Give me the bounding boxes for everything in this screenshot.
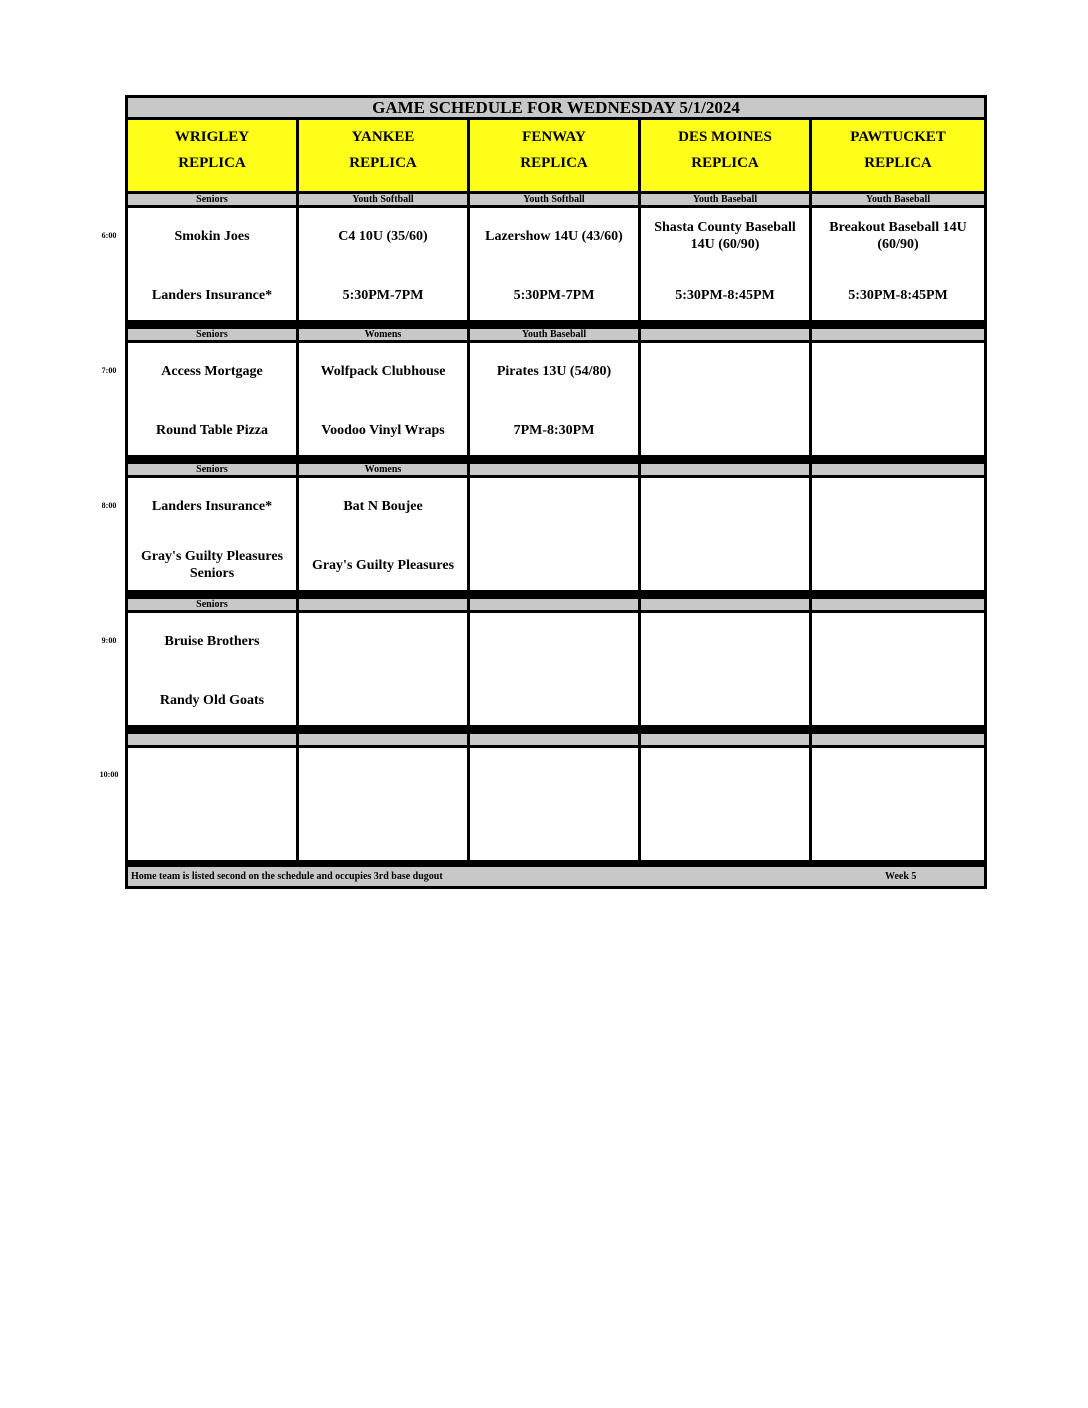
game-cell bbox=[470, 475, 641, 590]
game-team-1: Smokin Joes bbox=[174, 228, 250, 244]
game-team-1 bbox=[816, 756, 980, 796]
field-header-fenway bbox=[470, 120, 641, 191]
game-team-1 bbox=[645, 351, 805, 391]
game-team-1 bbox=[474, 621, 634, 661]
game-team-2 bbox=[816, 410, 980, 450]
category-label: Youth Softball bbox=[299, 191, 470, 205]
game-cell bbox=[128, 205, 299, 320]
time-label: 6:00 bbox=[101, 231, 117, 240]
field-header-wrigley bbox=[128, 120, 299, 191]
game-team-1 bbox=[645, 621, 805, 661]
game-cell bbox=[641, 205, 812, 320]
time-label: 8:00 bbox=[101, 501, 117, 510]
field-subtitle: REPLICA bbox=[520, 155, 588, 171]
game-team-1 bbox=[132, 756, 292, 796]
game-team-2 bbox=[816, 545, 980, 585]
category-label: Youth Baseball bbox=[641, 191, 812, 205]
category-label bbox=[812, 461, 984, 475]
category-label bbox=[641, 461, 812, 475]
game-team-1: Lazershow 14U (43/60) bbox=[485, 228, 623, 244]
game-time-range: 7PM-8:30PM bbox=[513, 422, 595, 438]
game-team-1 bbox=[816, 621, 980, 661]
category-label bbox=[470, 461, 641, 475]
game-team-1: Access Mortgage bbox=[161, 363, 263, 379]
category-label: Seniors bbox=[128, 596, 299, 610]
category-label bbox=[128, 731, 299, 745]
schedule-footer bbox=[128, 864, 984, 886]
game-cell bbox=[470, 205, 641, 320]
game-cell bbox=[641, 475, 812, 590]
category-label: Youth Baseball bbox=[470, 326, 641, 340]
field-header-yankee bbox=[299, 120, 470, 191]
game-cell bbox=[812, 340, 984, 455]
week-label: Week 5 bbox=[885, 871, 917, 882]
game-team-1 bbox=[645, 756, 805, 796]
game-team-2 bbox=[645, 680, 805, 720]
game-cell bbox=[128, 340, 299, 455]
game-team-1 bbox=[816, 351, 980, 391]
game-cell bbox=[641, 610, 812, 725]
game-cell bbox=[812, 475, 984, 590]
game-team-1 bbox=[474, 756, 634, 796]
field-subtitle: REPLICA bbox=[349, 155, 417, 171]
game-time-range: 5:30PM-8:45PM bbox=[675, 287, 775, 303]
schedule-table bbox=[125, 95, 987, 889]
game-team-2: Round Table Pizza bbox=[155, 422, 269, 438]
field-name: PAWTUCKET bbox=[850, 129, 946, 145]
game-team-2: Voodoo Vinyl Wraps bbox=[321, 422, 445, 438]
game-team-1 bbox=[303, 756, 463, 796]
game-time-range: 5:30PM-8:45PM bbox=[848, 287, 948, 303]
time-label: 7:00 bbox=[101, 366, 117, 375]
game-cell bbox=[812, 745, 984, 860]
game-team-2 bbox=[816, 815, 980, 855]
game-team-1 bbox=[816, 486, 980, 526]
category-label bbox=[812, 596, 984, 610]
field-name: WRIGLEY bbox=[174, 129, 250, 145]
time-label: 9:00 bbox=[101, 636, 117, 645]
category-label bbox=[641, 326, 812, 340]
game-team-2 bbox=[303, 680, 463, 720]
field-header-des-moines bbox=[641, 120, 812, 191]
game-team-1: Landers Insurance* bbox=[151, 498, 273, 514]
category-label bbox=[812, 731, 984, 745]
category-label bbox=[641, 596, 812, 610]
game-team-2 bbox=[645, 815, 805, 855]
game-cell bbox=[812, 205, 984, 320]
game-team-1 bbox=[474, 486, 634, 526]
game-cell bbox=[641, 340, 812, 455]
time-label: 10:00 bbox=[99, 770, 119, 779]
schedule-title: GAME SCHEDULE FOR WEDNESDAY 5/1/2024 bbox=[128, 98, 984, 120]
game-cell bbox=[299, 745, 470, 860]
game-team-1: Bat N Boujee bbox=[343, 498, 423, 514]
game-team-2 bbox=[474, 680, 634, 720]
game-team-2: Randy Old Goats bbox=[159, 692, 265, 708]
game-time-range: 5:30PM-7PM bbox=[513, 287, 595, 303]
game-team-2 bbox=[474, 815, 634, 855]
category-label bbox=[812, 326, 984, 340]
game-time-range: 5:30PM-7PM bbox=[342, 287, 424, 303]
game-team-1: C4 10U (35/60) bbox=[338, 228, 428, 244]
game-team-2: Gray's Guilty Pleasures bbox=[311, 557, 455, 573]
game-cell bbox=[470, 610, 641, 725]
home-team-note: Home team is listed second on the schedule and occupies 3rd base dugout bbox=[131, 871, 443, 882]
field-name: DES MOINES bbox=[678, 129, 772, 145]
category-label bbox=[470, 596, 641, 610]
category-label: Seniors bbox=[128, 191, 299, 205]
game-cell bbox=[812, 610, 984, 725]
game-cell bbox=[299, 205, 470, 320]
field-name: YANKEE bbox=[351, 129, 415, 145]
category-label: Seniors bbox=[128, 461, 299, 475]
category-label: Youth Softball bbox=[470, 191, 641, 205]
field-subtitle: REPLICA bbox=[691, 155, 759, 171]
game-team-1: Bruise Brothers bbox=[164, 633, 260, 649]
game-team-2 bbox=[645, 410, 805, 450]
category-label bbox=[299, 596, 470, 610]
category-label bbox=[470, 731, 641, 745]
game-cell bbox=[128, 745, 299, 860]
category-label bbox=[641, 731, 812, 745]
game-team-1 bbox=[645, 486, 805, 526]
game-team-1: Wolfpack Clubhouse bbox=[320, 363, 446, 379]
game-team-2 bbox=[645, 545, 805, 585]
category-label: Womens bbox=[299, 326, 470, 340]
game-team-1: Breakout Baseball 14U (60/90) bbox=[829, 220, 967, 252]
game-team-2: Landers Insurance* bbox=[151, 287, 273, 303]
field-name: FENWAY bbox=[522, 129, 586, 145]
game-team-2: Gray's Guilty Pleasures Seniors bbox=[140, 549, 284, 581]
game-cell bbox=[299, 340, 470, 455]
game-cell bbox=[128, 475, 299, 590]
game-team-1: Pirates 13U (54/80) bbox=[496, 363, 612, 379]
game-team-1 bbox=[303, 621, 463, 661]
field-subtitle: REPLICA bbox=[178, 155, 246, 171]
game-cell bbox=[299, 610, 470, 725]
game-cell bbox=[128, 610, 299, 725]
category-label: Seniors bbox=[128, 326, 299, 340]
game-team-2 bbox=[474, 545, 634, 585]
field-subtitle: REPLICA bbox=[864, 155, 932, 171]
game-cell bbox=[470, 745, 641, 860]
category-label: Womens bbox=[299, 461, 470, 475]
game-team-2 bbox=[816, 680, 980, 720]
game-team-2 bbox=[132, 815, 292, 855]
game-cell bbox=[470, 340, 641, 455]
game-team-2 bbox=[303, 815, 463, 855]
game-cell bbox=[299, 475, 470, 590]
field-header-pawtucket bbox=[812, 120, 984, 191]
game-cell bbox=[641, 745, 812, 860]
category-label bbox=[299, 731, 470, 745]
category-label: Youth Baseball bbox=[812, 191, 984, 205]
game-team-1: Shasta County Baseball 14U (60/90) bbox=[654, 220, 796, 252]
